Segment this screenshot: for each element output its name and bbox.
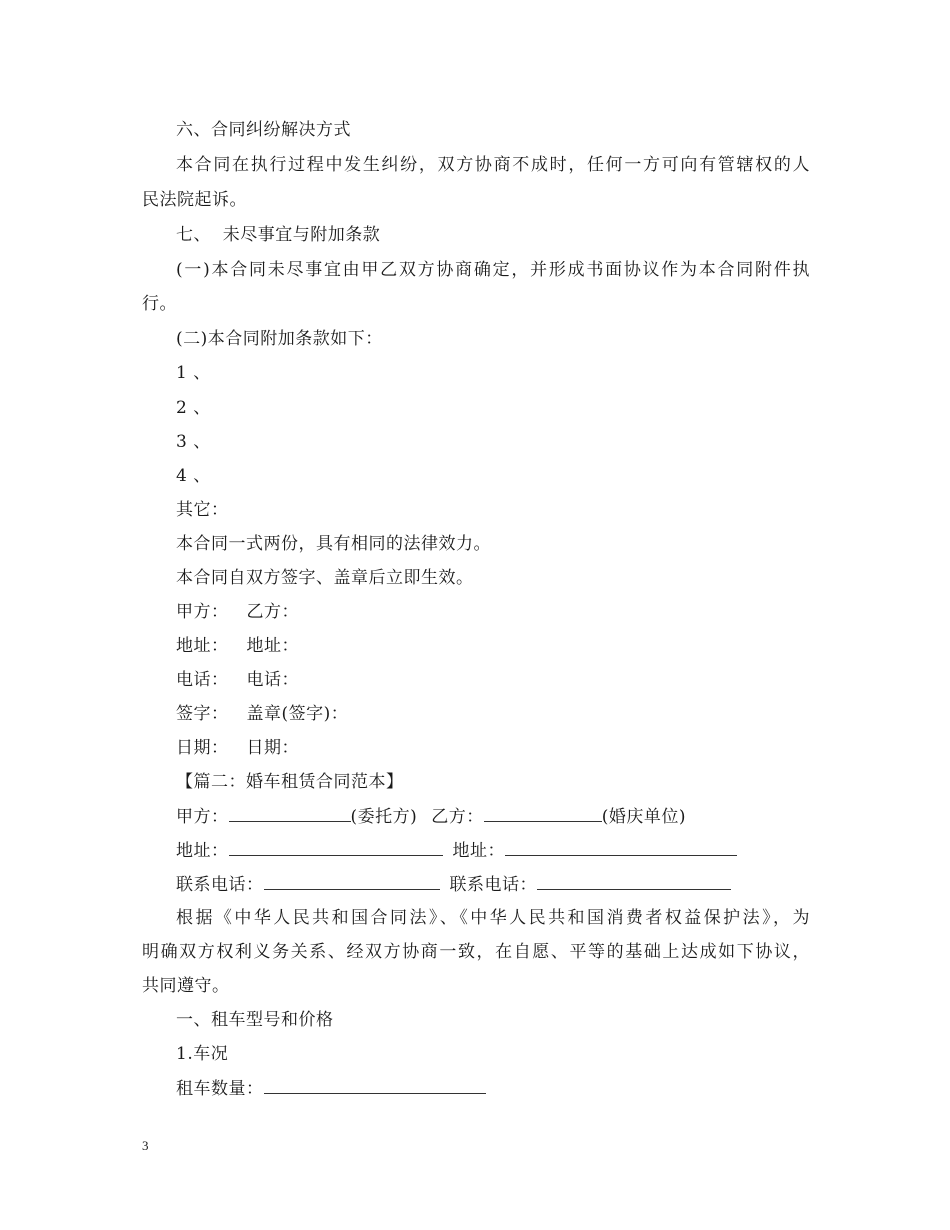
sign-a-label: 签字：	[176, 704, 229, 724]
party-a-label: 甲方：	[176, 602, 229, 622]
signature-row	[176, 600, 299, 624]
party-b-label: 乙方：	[431, 807, 484, 827]
copies-statement: 本合同一式两份，具有相同的法律效力。	[176, 534, 491, 554]
party-b-label: 乙方：	[246, 602, 299, 622]
phone-a-label: 联系电话：	[176, 875, 264, 895]
signature-row	[176, 668, 299, 692]
phone-b-label: 电话：	[246, 670, 299, 690]
list-item: 3 、	[176, 432, 211, 452]
parties-row	[176, 804, 686, 829]
address-b-label: 地址：	[246, 636, 299, 656]
date-b-label: 日期：	[246, 738, 299, 758]
phone-b-blank[interactable]	[537, 872, 731, 890]
phone-b-label: 联系电话：	[449, 875, 537, 895]
list-item: 2 、	[176, 398, 211, 418]
car-count-row	[176, 1076, 486, 1101]
intro-line3: 共同遵守。	[142, 976, 230, 996]
phone-row	[176, 872, 731, 897]
page-number: 3	[142, 1138, 149, 1153]
clause-1-line2: 行。	[142, 294, 177, 314]
address-row	[176, 838, 737, 863]
intro-line1: 根据《中华人民共和国合同法》、《中华人民共和国消费者权益保护法》，为	[176, 908, 810, 928]
phone-a-blank[interactable]	[264, 872, 440, 890]
party-a-blank[interactable]	[229, 804, 351, 822]
other-label: 其它：	[176, 500, 229, 520]
phone-a-label: 电话：	[176, 670, 229, 690]
subsection-car-condition: 1.车况	[176, 1044, 229, 1064]
party-b-suffix: (婚庆单位)	[601, 807, 687, 827]
address-b-label: 地址：	[452, 841, 505, 861]
clause-2: (二)本合同附加条款如下：	[176, 329, 383, 349]
signature-row	[176, 736, 299, 760]
section-6-title: 六、合同纠纷解决方式	[176, 120, 351, 140]
date-a-label: 日期：	[176, 738, 229, 758]
section-7-title: 七、 未尽事宜与附加条款	[176, 225, 381, 245]
address-a-label: 地址：	[176, 841, 229, 861]
part-2-title: 【篇二：婚车租赁合同范本】	[176, 772, 404, 792]
section-1-title: 一、租车型号和价格	[176, 1010, 334, 1030]
car-count-label: 租车数量：	[176, 1079, 264, 1099]
clause-1-line1: (一)本合同未尽事宜由甲乙双方协商确定，并形成书面协议作为本合同附件执	[176, 260, 810, 280]
car-count-blank[interactable]	[264, 1076, 486, 1094]
list-item: 1 、	[176, 363, 211, 383]
signature-row	[176, 702, 348, 726]
seal-b-label: 盖章(签字)：	[246, 704, 349, 724]
party-a-label: 甲方：	[176, 807, 229, 827]
address-a-label: 地址：	[176, 636, 229, 656]
list-item: 4 、	[176, 466, 211, 486]
intro-line2: 明确双方权利义务关系、经双方协商一致，在自愿、平等的基础上达成如下协议，	[142, 942, 810, 962]
address-b-blank[interactable]	[505, 838, 737, 856]
signature-row	[176, 634, 299, 658]
effect-statement: 本合同自双方签字、盖章后立即生效。	[176, 568, 474, 588]
section-6-paragraph-line1: 本合同在执行过程中发生纠纷，双方协商不成时，任何一方可向有管辖权的人	[176, 155, 810, 175]
address-a-blank[interactable]	[229, 838, 443, 856]
party-b-blank[interactable]	[484, 804, 602, 822]
party-a-suffix: (委托方)	[350, 807, 418, 827]
section-6-paragraph-line2: 民法院起诉。	[142, 190, 247, 210]
